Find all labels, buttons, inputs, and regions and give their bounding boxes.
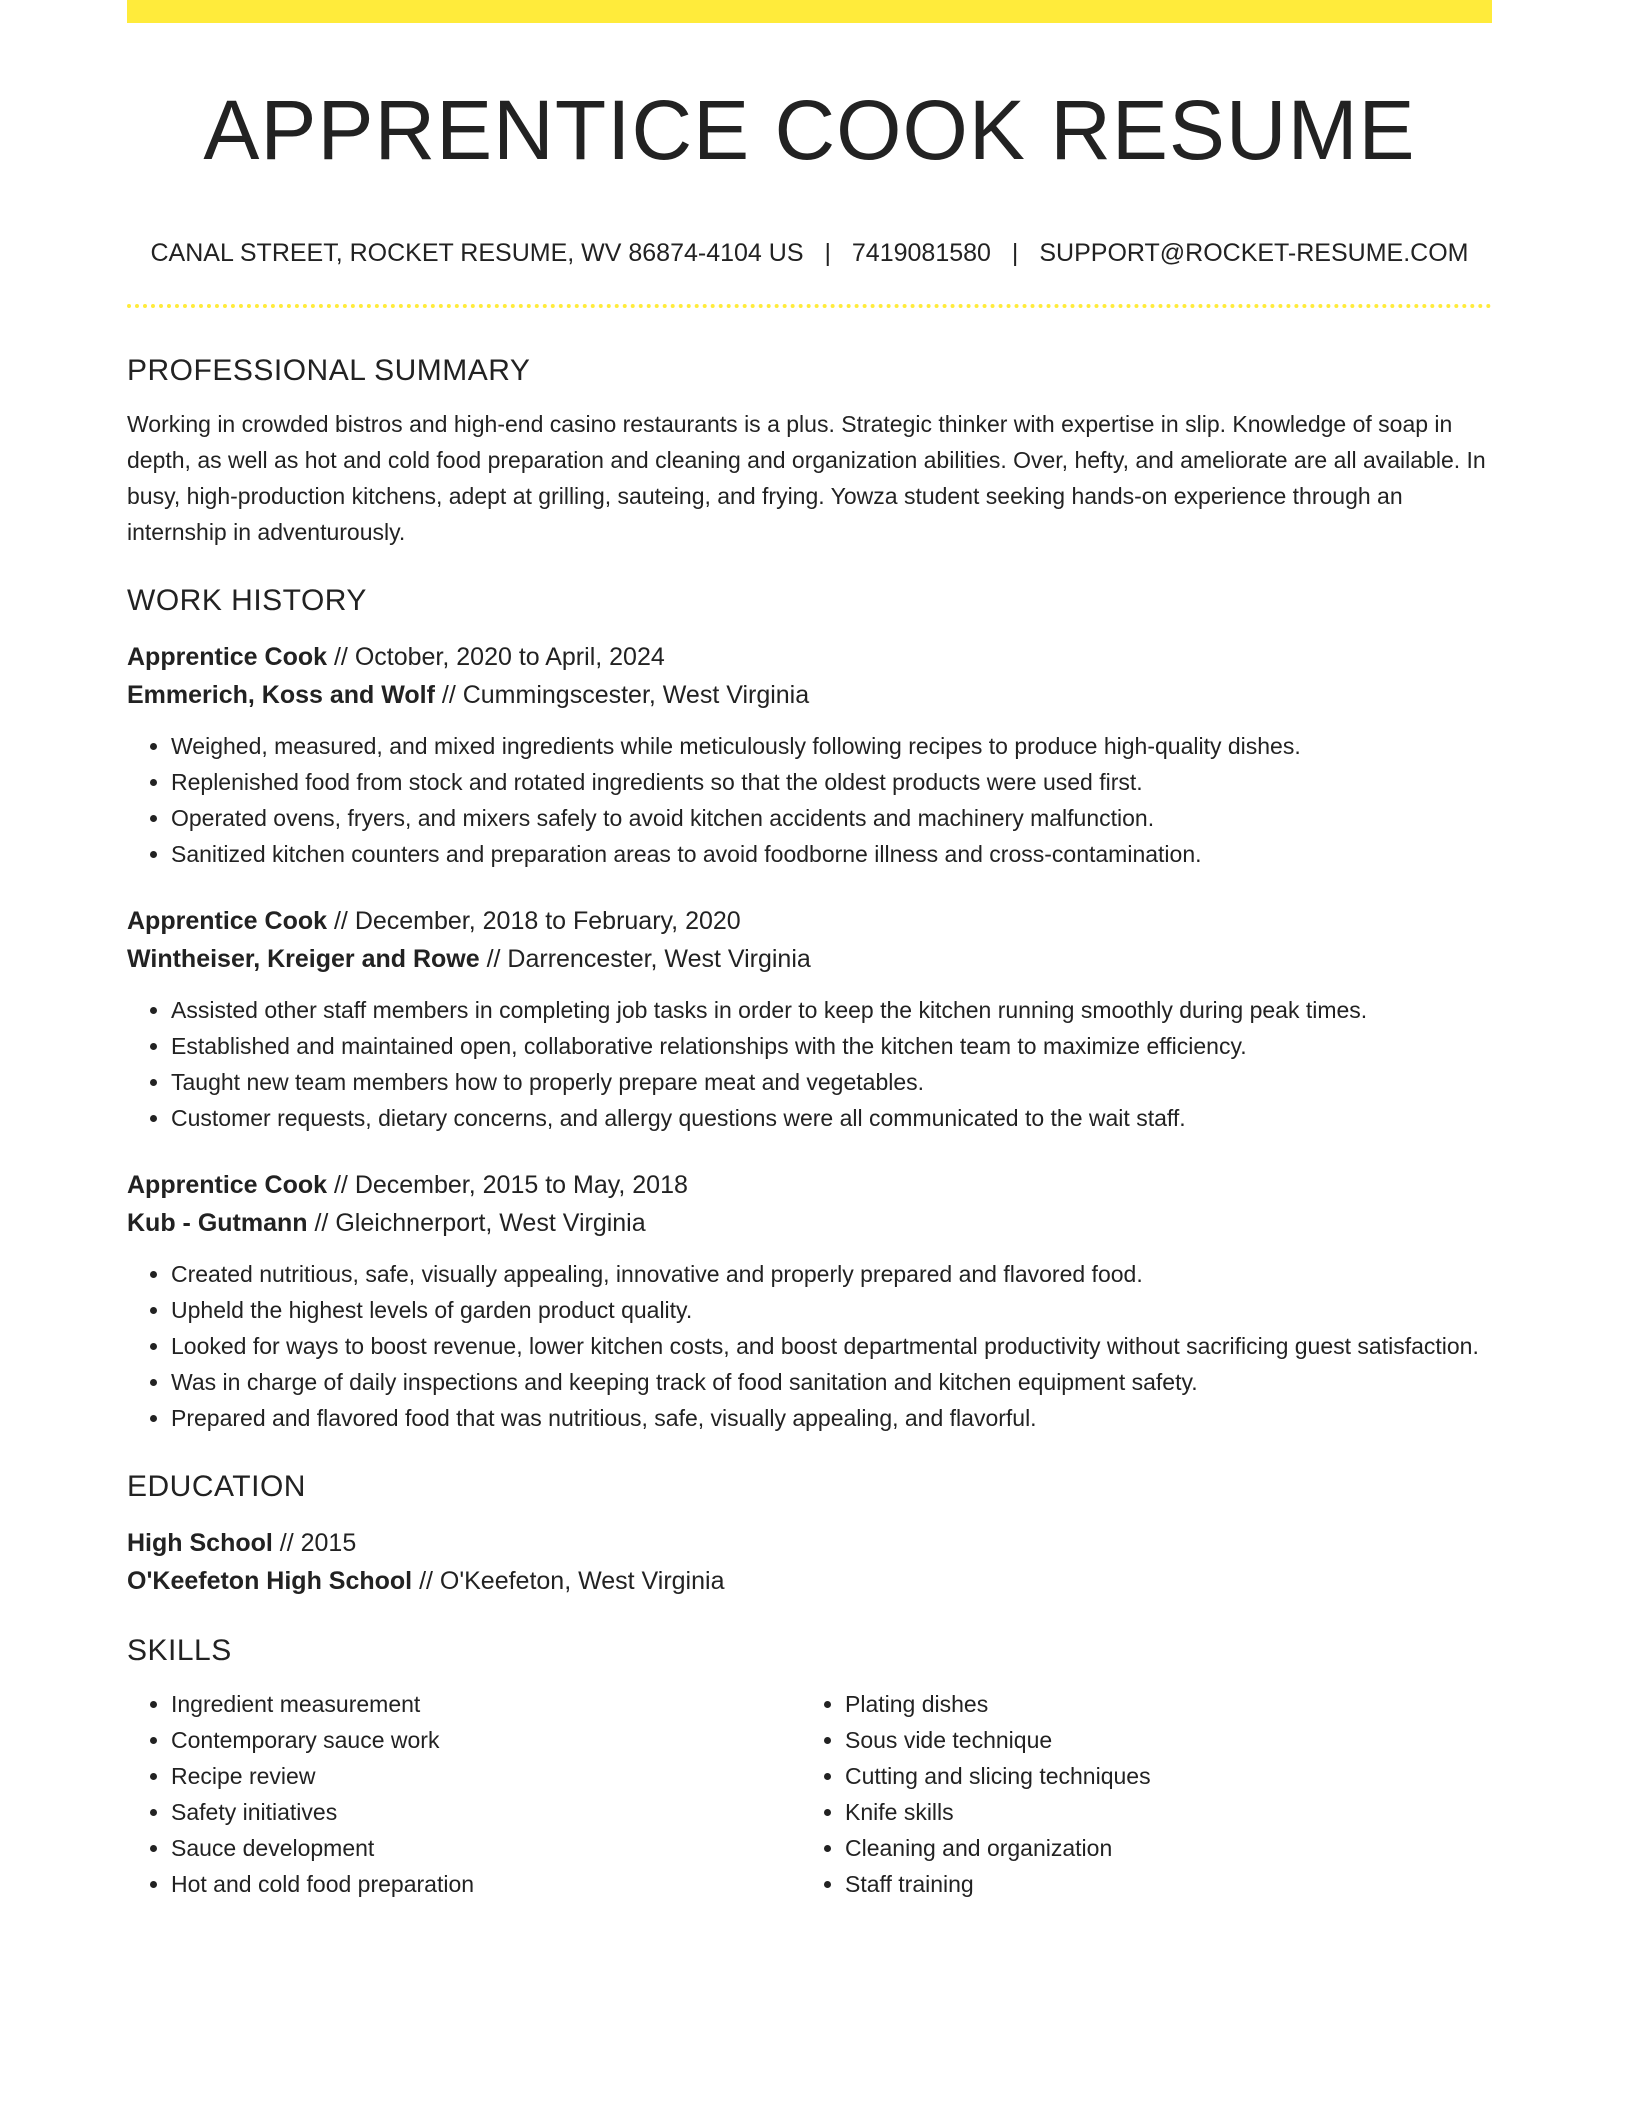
list-item: • Customer requests, dietary concerns, and allergy questions were all communicated to the wait staff. xyxy=(171,1100,1492,1136)
job-entry xyxy=(127,1166,1492,1436)
education-section xyxy=(127,1466,1492,1600)
list-item: • Staff training xyxy=(845,1866,1475,1902)
dotted-divider xyxy=(127,304,1492,308)
list-item: • Sanitized kitchen counters and preparation areas to avoid foodborne illness and cross-contamination. xyxy=(171,836,1492,872)
job-dates: // December, 2015 to May, 2018 xyxy=(327,1171,688,1199)
job-title: Apprentice Cook xyxy=(127,1171,328,1199)
list-item: • Cutting and slicing techniques xyxy=(845,1758,1475,1794)
job-company: Wintheiser, Kreiger and Rowe xyxy=(127,945,480,973)
education-year: // 2015 xyxy=(272,1529,357,1557)
job-location: // Cummingscester, West Virginia xyxy=(434,681,810,709)
job-company: Kub - Gutmann xyxy=(127,1209,308,1237)
job-title-line xyxy=(127,1166,1492,1204)
education-degree: High School xyxy=(127,1529,273,1557)
job-dates: // December, 2018 to February, 2020 xyxy=(327,907,741,935)
resume-title: APPRENTICE COOK RESUME xyxy=(203,83,1416,177)
resume-body xyxy=(127,350,1492,1902)
list-item: • Contemporary sauce work xyxy=(171,1722,801,1758)
skills-heading: SKILLS xyxy=(127,1634,232,1667)
job-company-line xyxy=(127,676,1492,714)
summary-section xyxy=(127,350,1492,550)
job-dates: // October, 2020 to April, 2024 xyxy=(327,643,665,671)
job-company-line xyxy=(127,1204,1492,1242)
skills-list-left xyxy=(127,1686,801,1902)
list-item: • Safety initiatives xyxy=(171,1794,801,1830)
list-item: • Sous vide technique xyxy=(845,1722,1475,1758)
accent-top-bar xyxy=(127,0,1492,23)
job-title: Apprentice Cook xyxy=(127,907,328,935)
skills-section xyxy=(127,1630,1492,1902)
education-location: // O'Keefeton, West Virginia xyxy=(412,1567,725,1595)
list-item: • Cleaning and organization xyxy=(845,1830,1475,1866)
contact-separator: | xyxy=(1011,239,1019,267)
job-duties-list xyxy=(127,1256,1492,1436)
job-entry xyxy=(127,638,1492,872)
job-title-line xyxy=(127,638,1492,676)
list-item: • Was in charge of daily inspections and keeping track of food sanitation and kitchen equipment safety. xyxy=(171,1364,1492,1400)
contact-address: CANAL STREET, ROCKET RESUME, WV 86874-4104 US xyxy=(150,239,804,267)
list-item: • Upheld the highest levels of garden product quality. xyxy=(171,1292,1492,1328)
summary-text: Working in crowded bistros and high-end casino restaurants is a plus. Strategic thinker with expertise in slip. Knowledge of soap in depth, as well as hot and cold food preparation and cleaning and organization abilities. Over, hefty, and ameliorate are all available. In busy, high-production kitchens, adept at grilling, sauteing, and frying. Yowza student seeking hands-on experience through an internship in adventurously. xyxy=(127,411,1486,545)
job-duties-list xyxy=(127,992,1492,1136)
job-entry xyxy=(127,902,1492,1136)
education-school: O'Keefeton High School xyxy=(127,1567,413,1595)
education-heading: EDUCATION xyxy=(127,1470,306,1503)
job-company: Emmerich, Koss and Wolf xyxy=(127,681,435,709)
list-item: • Looked for ways to boost revenue, lower kitchen costs, and boost departmental productivity without sacrificing guest satisfaction. xyxy=(171,1328,1492,1364)
summary-heading: PROFESSIONAL SUMMARY xyxy=(127,354,531,387)
skills-columns xyxy=(127,1686,1492,1902)
list-item: • Established and maintained open, collaborative relationships with the kitchen team to maximize efficiency. xyxy=(171,1028,1492,1064)
contact-phone: 7419081580 xyxy=(851,239,991,267)
list-item: • Plating dishes xyxy=(845,1686,1475,1722)
list-item: • Ingredient measurement xyxy=(171,1686,801,1722)
job-title: Apprentice Cook xyxy=(127,643,328,671)
spacer xyxy=(127,550,1492,580)
job-location: // Darrencester, West Virginia xyxy=(479,945,811,973)
spacer xyxy=(127,1436,1492,1466)
work-history-heading: WORK HISTORY xyxy=(127,584,367,617)
contact-email: SUPPORT@ROCKET-RESUME.COM xyxy=(1039,239,1469,267)
spacer xyxy=(127,1600,1492,1630)
list-item: • Hot and cold food preparation xyxy=(171,1866,801,1902)
education-entry xyxy=(127,1524,1492,1600)
job-location: // Gleichnerport, West Virginia xyxy=(307,1209,646,1237)
job-title-line xyxy=(127,902,1492,940)
education-school-line xyxy=(127,1562,1492,1600)
education-degree-line xyxy=(127,1524,1492,1562)
list-item: • Operated ovens, fryers, and mixers safely to avoid kitchen accidents and machinery malfunction. xyxy=(171,800,1492,836)
skills-list-right xyxy=(801,1686,1475,1902)
contact-line xyxy=(127,236,1492,270)
list-item: • Prepared and flavored food that was nutritious, safe, visually appealing, and flavorful. xyxy=(171,1400,1492,1436)
list-item: • Replenished food from stock and rotated ingredients so that the oldest products were used first. xyxy=(171,764,1492,800)
list-item: • Created nutritious, safe, visually appealing, innovative and properly prepared and flavored food. xyxy=(171,1256,1492,1292)
list-item: • Weighed, measured, and mixed ingredients while meticulously following recipes to produce high-quality dishes. xyxy=(171,728,1492,764)
list-item: • Recipe review xyxy=(171,1758,801,1794)
job-company-line xyxy=(127,940,1492,978)
list-item: • Assisted other staff members in completing job tasks in order to keep the kitchen running smoothly during peak times. xyxy=(171,992,1492,1028)
list-item: • Sauce development xyxy=(171,1830,801,1866)
job-duties-list xyxy=(127,728,1492,872)
work-history-section xyxy=(127,580,1492,1436)
contact-separator: | xyxy=(824,239,831,267)
list-item: • Taught new team members how to properly prepare meat and vegetables. xyxy=(171,1064,1492,1100)
list-item: • Knife skills xyxy=(845,1794,1475,1830)
